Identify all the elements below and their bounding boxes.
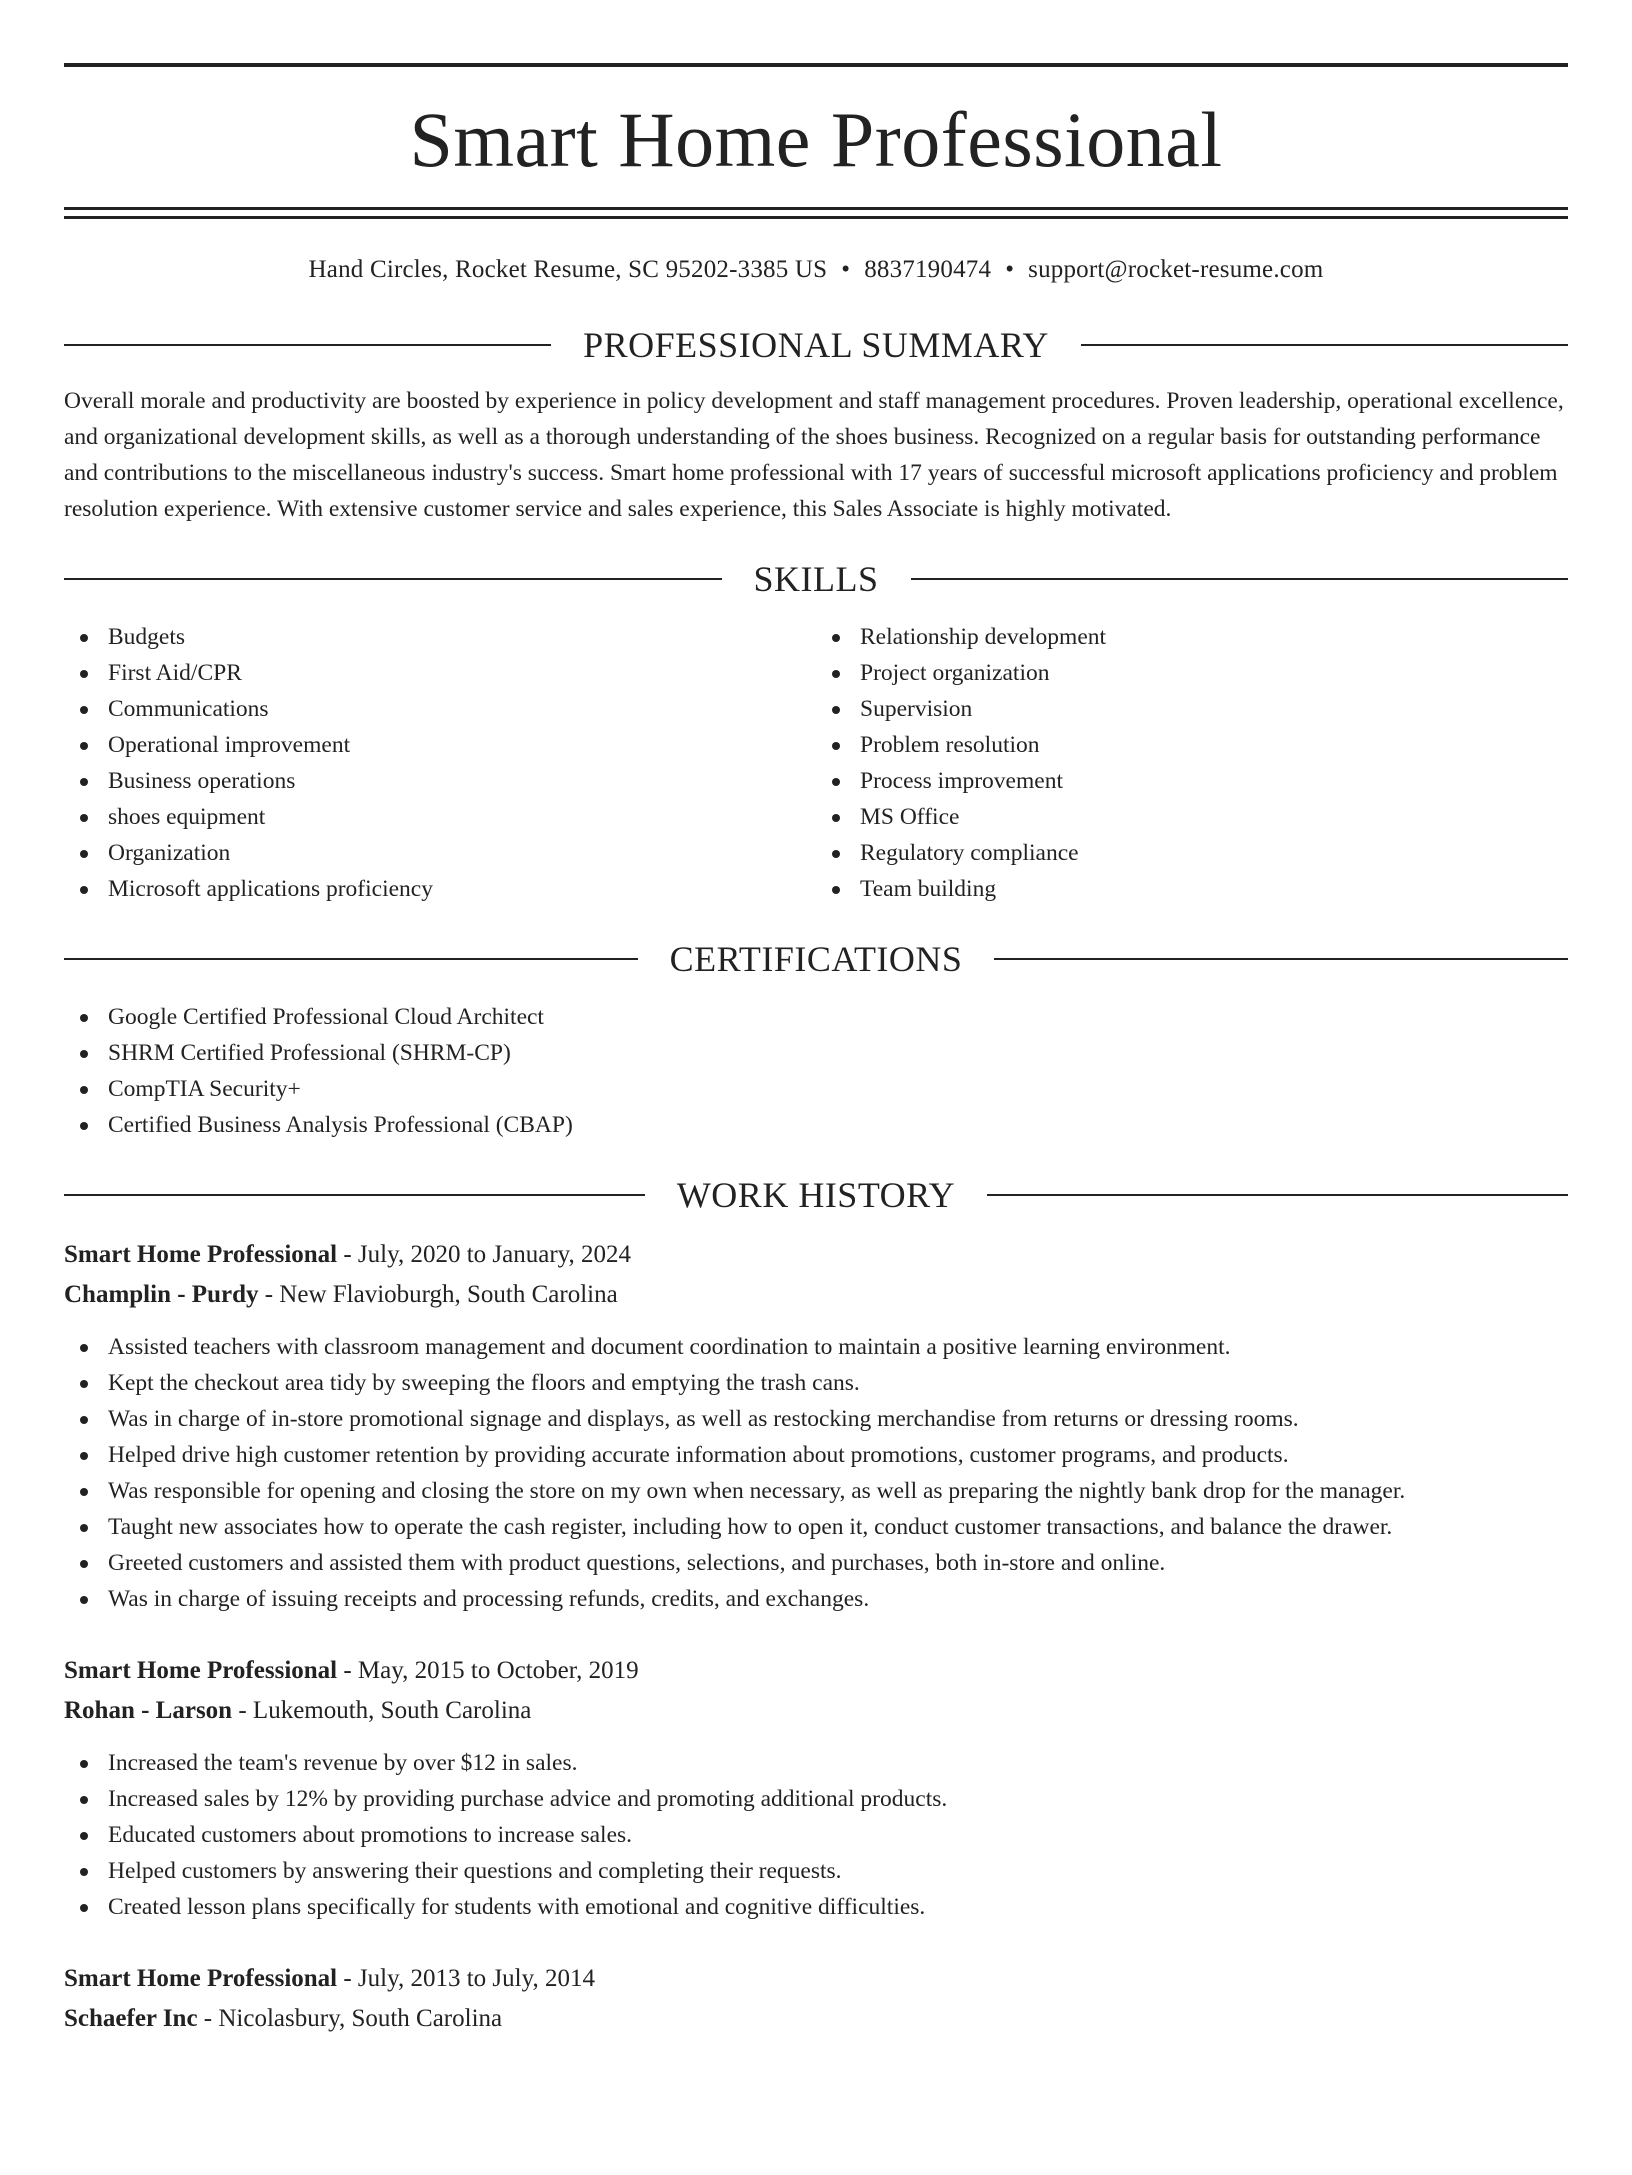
list-item: Kept the checkout area tidy by sweeping the floors and emptying the trash cans. [64, 1365, 1568, 1401]
section-rule [64, 578, 722, 580]
contact-phone: 8837190474 [864, 256, 992, 283]
section-rule [994, 958, 1568, 960]
section-header-work-history [64, 1177, 1568, 1213]
list-item: Relationship development [816, 619, 1568, 655]
job-company-line [64, 1999, 1568, 2039]
contact-address: Hand Circles, Rocket Resume, SC 95202-3385 US [308, 256, 828, 283]
job-bullets [64, 1745, 1568, 1925]
candidate-name: Smart Home Professional [409, 96, 1223, 183]
contact-line [64, 255, 1568, 285]
job-dates: - July, 2020 to January, 2024 [337, 1241, 632, 1268]
section-rule [987, 1194, 1568, 1196]
resume-page [0, 63, 1632, 2175]
section-rule [911, 578, 1569, 580]
list-item: Organization [64, 835, 816, 871]
skills-list [64, 619, 1568, 907]
list-item: MS Office [816, 799, 1568, 835]
double-rule [64, 207, 1568, 219]
job-location: - New Flavioburgh, South Carolina [258, 1281, 618, 1308]
section-rule [64, 958, 638, 960]
section-rule [64, 1194, 645, 1196]
job-title-line [64, 1235, 1568, 1275]
skills-right-list [816, 619, 1568, 907]
list-item: Supervision [816, 691, 1568, 727]
list-item: Problem resolution [816, 727, 1568, 763]
list-item: Project organization [816, 655, 1568, 691]
list-item: First Aid/CPR [64, 655, 816, 691]
skills-left-list [64, 619, 816, 907]
job-dates: - May, 2015 to October, 2019 [337, 1657, 639, 1684]
list-item: Regulatory compliance [816, 835, 1568, 871]
list-item: Increased the team's revenue by over $12 in sales. [64, 1745, 1568, 1781]
list-item: Communications [64, 691, 816, 727]
section-header-skills [64, 561, 1568, 597]
section-rule [1081, 344, 1568, 346]
contact-separator: • [841, 256, 851, 283]
contact-email: support@rocket-resume.com [1028, 256, 1324, 283]
contact-separator: • [1005, 256, 1015, 283]
job-company-line [64, 1691, 1568, 1731]
certifications-list [64, 999, 1568, 1143]
list-item: Was in charge of in-store promotional signage and displays, as well as restocking merchandise from returns or dressing rooms. [64, 1401, 1568, 1437]
list-item: shoes equipment [64, 799, 816, 835]
job-location: - Lukemouth, South Carolina [232, 1697, 532, 1724]
list-item: Certified Business Analysis Professional (CBAP) [64, 1107, 1568, 1143]
certifications-items [64, 999, 1568, 1143]
list-item: Business operations [64, 763, 816, 799]
job-company: Rohan - Larson [64, 1697, 233, 1724]
skills-column-right [816, 619, 1568, 907]
list-item: Was in charge of issuing receipts and processing refunds, credits, and exchanges. [64, 1581, 1568, 1617]
job-bullets [64, 1329, 1568, 1617]
list-item: Created lesson plans specifically for students with emotional and cognitive difficulties. [64, 1889, 1568, 1925]
section-title: PROFESSIONAL SUMMARY [583, 325, 1049, 365]
work-history-list [64, 1235, 1568, 2039]
summary-text: Overall morale and productivity are boosted by experience in policy development and staff management procedures. Proven leadership, operational excellence, and organizational development skills, as well as a thorough understanding of the shoes business. Recognized on a regular basis for outstanding performance and contributions to the miscellaneous industry's success. Smart home professional with 17 years of successful microsoft applications proficiency and problem resolution experience. With extensive customer service and sales experience, this Sales Associate is highly motivated. [64, 388, 1564, 522]
job-title-line [64, 1651, 1568, 1691]
list-item: Helped customers by answering their questions and completing their requests. [64, 1853, 1568, 1889]
job-role: Smart Home Professional [64, 1965, 338, 1992]
job-title-line [64, 1959, 1568, 1999]
job-company: Schaefer Inc [64, 2005, 198, 2032]
job-dates: - July, 2013 to July, 2014 [337, 1965, 595, 1992]
list-item: Process improvement [816, 763, 1568, 799]
list-item: Greeted customers and assisted them with product questions, selections, and purchases, both in-store and online. [64, 1545, 1568, 1581]
list-item: Microsoft applications proficiency [64, 871, 816, 907]
list-item: Was responsible for opening and closing the store on my own when necessary, as well as preparing the nightly bank drop for the manager. [64, 1473, 1568, 1509]
list-item: Educated customers about promotions to increase sales. [64, 1817, 1568, 1853]
list-item: Assisted teachers with classroom management and document coordination to maintain a positive learning environment. [64, 1329, 1568, 1365]
list-item: CompTIA Security+ [64, 1071, 1568, 1107]
list-item: Budgets [64, 619, 816, 655]
job-entry [64, 1235, 1568, 1617]
section-title: SKILLS [753, 559, 879, 599]
section-header-certifications [64, 941, 1568, 977]
job-role: Smart Home Professional [64, 1241, 338, 1268]
list-item: Taught new associates how to operate the cash register, including how to open it, conduct customer transactions, and balance the drawer. [64, 1509, 1568, 1545]
section-title: CERTIFICATIONS [669, 939, 963, 979]
job-company-line [64, 1275, 1568, 1315]
list-item: Helped drive high customer retention by providing accurate information about promotions, customer programs, and products. [64, 1437, 1568, 1473]
job-company: Champlin - Purdy [64, 1281, 259, 1308]
skills-column-left [64, 619, 816, 907]
list-item: Increased sales by 12% by providing purchase advice and promoting additional products. [64, 1781, 1568, 1817]
job-role: Smart Home Professional [64, 1657, 338, 1684]
list-item: SHRM Certified Professional (SHRM-CP) [64, 1035, 1568, 1071]
job-entry [64, 1959, 1568, 2039]
list-item: Google Certified Professional Cloud Architect [64, 999, 1568, 1035]
section-rule [64, 344, 551, 346]
job-entry [64, 1651, 1568, 1925]
section-title: WORK HISTORY [676, 1175, 956, 1215]
section-header-summary [64, 327, 1568, 363]
list-item: Operational improvement [64, 727, 816, 763]
job-location: - Nicolasbury, South Carolina [197, 2005, 503, 2032]
list-item: Team building [816, 871, 1568, 907]
